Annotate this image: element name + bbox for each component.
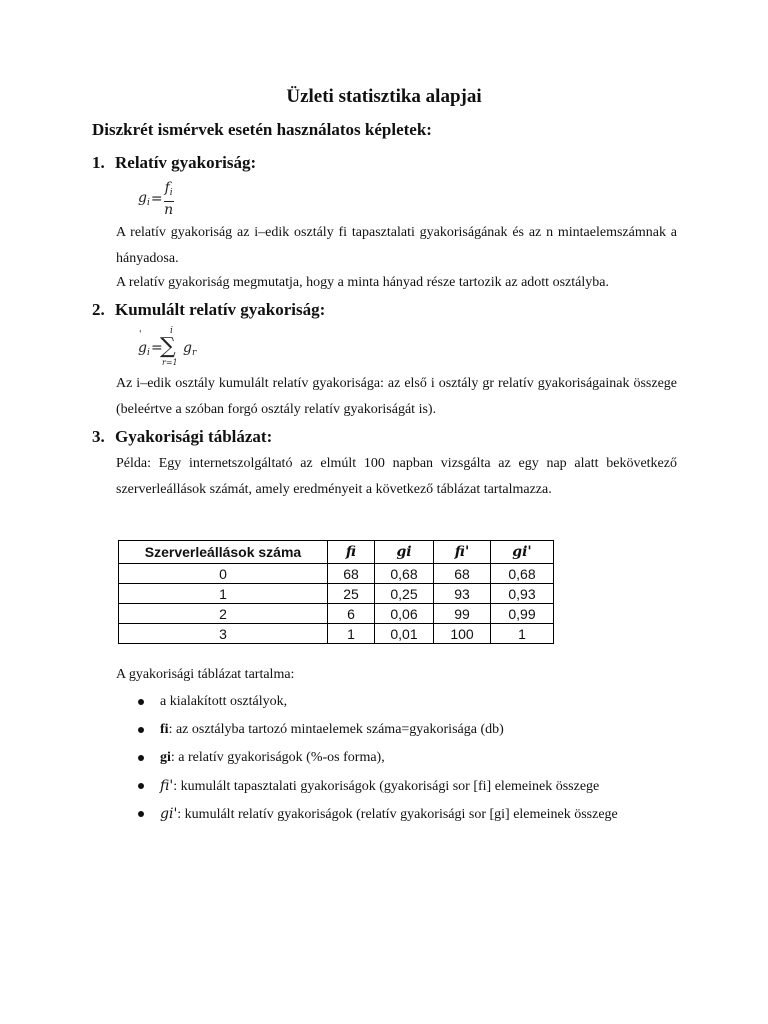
bullet-icon xyxy=(138,727,144,733)
formula-fraction: $\frac{f_i}{n}$ xyxy=(164,180,174,218)
cell-gi: 0,25 xyxy=(375,584,434,604)
section-heading-2 xyxy=(92,300,325,320)
cell-fi: 1 xyxy=(328,624,375,644)
bullet-icon xyxy=(138,811,144,817)
section-title: Relatív gyakoriság: xyxy=(115,153,257,172)
page-subtitle: Diszkrét ismérvek esetén használatos képletek: xyxy=(92,120,432,139)
list-item xyxy=(138,744,618,772)
cell-outages: 0 xyxy=(119,564,328,584)
bullet-icon xyxy=(138,699,144,705)
table-row xyxy=(119,584,554,604)
table-header-row xyxy=(119,541,554,564)
paragraph-relative-frequency-definition: A relatív gyakoriság az i–edik osztály fi tapasztalati gyakoriságának és az n mintaelemszámnak a hányadosa. xyxy=(116,225,677,266)
cell-fi-cumulative: 100 xyxy=(434,624,491,644)
list-item-text: : kumulált relatív gyakoriságok (relatív gyakorisági sor [gi] elemeinek összege xyxy=(177,807,618,822)
formula-lhs: $g_i$ xyxy=(138,190,150,208)
formula-lhs: $g_i$ xyxy=(138,340,150,358)
cell-fi-cumulative: 99 xyxy=(434,604,491,624)
cell-outages: 1 xyxy=(119,584,328,604)
cell-gi-cumulative: 0,93 xyxy=(491,584,554,604)
table-row xyxy=(119,604,554,624)
cell-gi: 0,06 xyxy=(375,604,434,624)
formula-cumulative-relative-frequency xyxy=(138,326,258,368)
cell-fi: 68 xyxy=(328,564,375,584)
cell-fi-cumulative: 93 xyxy=(434,584,491,604)
formula-term: $g_r$ xyxy=(183,340,197,358)
cell-gi-cumulative: 1 xyxy=(491,624,554,644)
list-item xyxy=(138,716,618,744)
paragraph-cumulative-definition: Az i–edik osztály kumulált relatív gyakorisága: az első i osztály gr relatív gyakoriságainak összege (beleértve a szóban forgó osztály relatív gyakoriságát is). xyxy=(116,376,677,417)
list-item-symbol: fi xyxy=(160,722,169,737)
list-item-symbol: fi' xyxy=(160,778,174,794)
section-title: Kumulált relatív gyakoriság: xyxy=(115,300,326,319)
cell-outages: 2 xyxy=(119,604,328,624)
section-number: 2. xyxy=(92,300,105,319)
cell-outages: 3 xyxy=(119,624,328,644)
list-intro: A gyakorisági táblázat tartalma: xyxy=(116,667,295,682)
section-heading-1 xyxy=(92,153,256,173)
table-row xyxy=(119,564,554,584)
section-title: Gyakorisági táblázat: xyxy=(115,427,273,446)
list-item-text: : a relatív gyakoriságok (%-os forma), xyxy=(170,750,385,765)
frequency-table xyxy=(118,540,554,644)
table-row xyxy=(119,624,554,644)
formula-prime: ' xyxy=(139,330,142,340)
formula-sum-lower: r=1 xyxy=(162,358,178,367)
section-heading-3 xyxy=(92,427,272,447)
list-item xyxy=(138,800,618,828)
list-item-text: : kumulált tapasztalati gyakoriságok (gyakorisági sor [fi] elemeinek összege xyxy=(173,779,600,794)
formula-relative-frequency xyxy=(138,180,174,218)
sum-symbol-icon: ∑ xyxy=(160,334,176,359)
cell-gi: 0,68 xyxy=(375,564,434,584)
header-fi-cumulative: fi' xyxy=(434,541,491,564)
header-outages: Szerverleállások száma xyxy=(119,541,328,564)
list-item xyxy=(138,688,618,716)
header-gi: gi xyxy=(375,541,434,564)
paragraph-relative-frequency-meaning: A relatív gyakoriság megmutatja, hogy a minta hányad része tartozik az adott osztályba. xyxy=(116,275,609,290)
formula-sum-upper: i xyxy=(170,326,173,336)
cell-fi: 25 xyxy=(328,584,375,604)
cell-fi-cumulative: 68 xyxy=(434,564,491,584)
cell-gi: 0,01 xyxy=(375,624,434,644)
cell-gi-cumulative: 0,68 xyxy=(491,564,554,584)
list-item-text: a kialakított osztályok, xyxy=(160,694,288,709)
list-item-text: : az osztályba tartozó mintaelemek száma=gyakorisága (db) xyxy=(168,722,504,737)
contents-list xyxy=(138,688,618,828)
formula-equals: = xyxy=(151,340,163,356)
list-item xyxy=(138,772,618,800)
section-number: 1. xyxy=(92,153,105,172)
formula-equals: = xyxy=(150,191,163,207)
header-gi-cumulative: gi' xyxy=(491,541,554,564)
cell-gi-cumulative: 0,99 xyxy=(491,604,554,624)
section-number: 3. xyxy=(92,427,105,446)
page-title: Üzleti statisztika alapjai xyxy=(286,86,482,107)
header-fi: fi xyxy=(328,541,375,564)
list-item-symbol: gi' xyxy=(160,806,178,822)
bullet-icon xyxy=(138,755,144,761)
list-item-symbol: gi xyxy=(160,750,171,765)
paragraph-example: Példa: Egy internetszolgáltató az elmúlt 100 napban vizsgálta az egy nap alatt bekövetkező szerverleállások számát, amely eredményeit a következő táblázat tartalmazza. xyxy=(116,456,677,497)
bullet-icon xyxy=(138,783,144,789)
cell-fi: 6 xyxy=(328,604,375,624)
